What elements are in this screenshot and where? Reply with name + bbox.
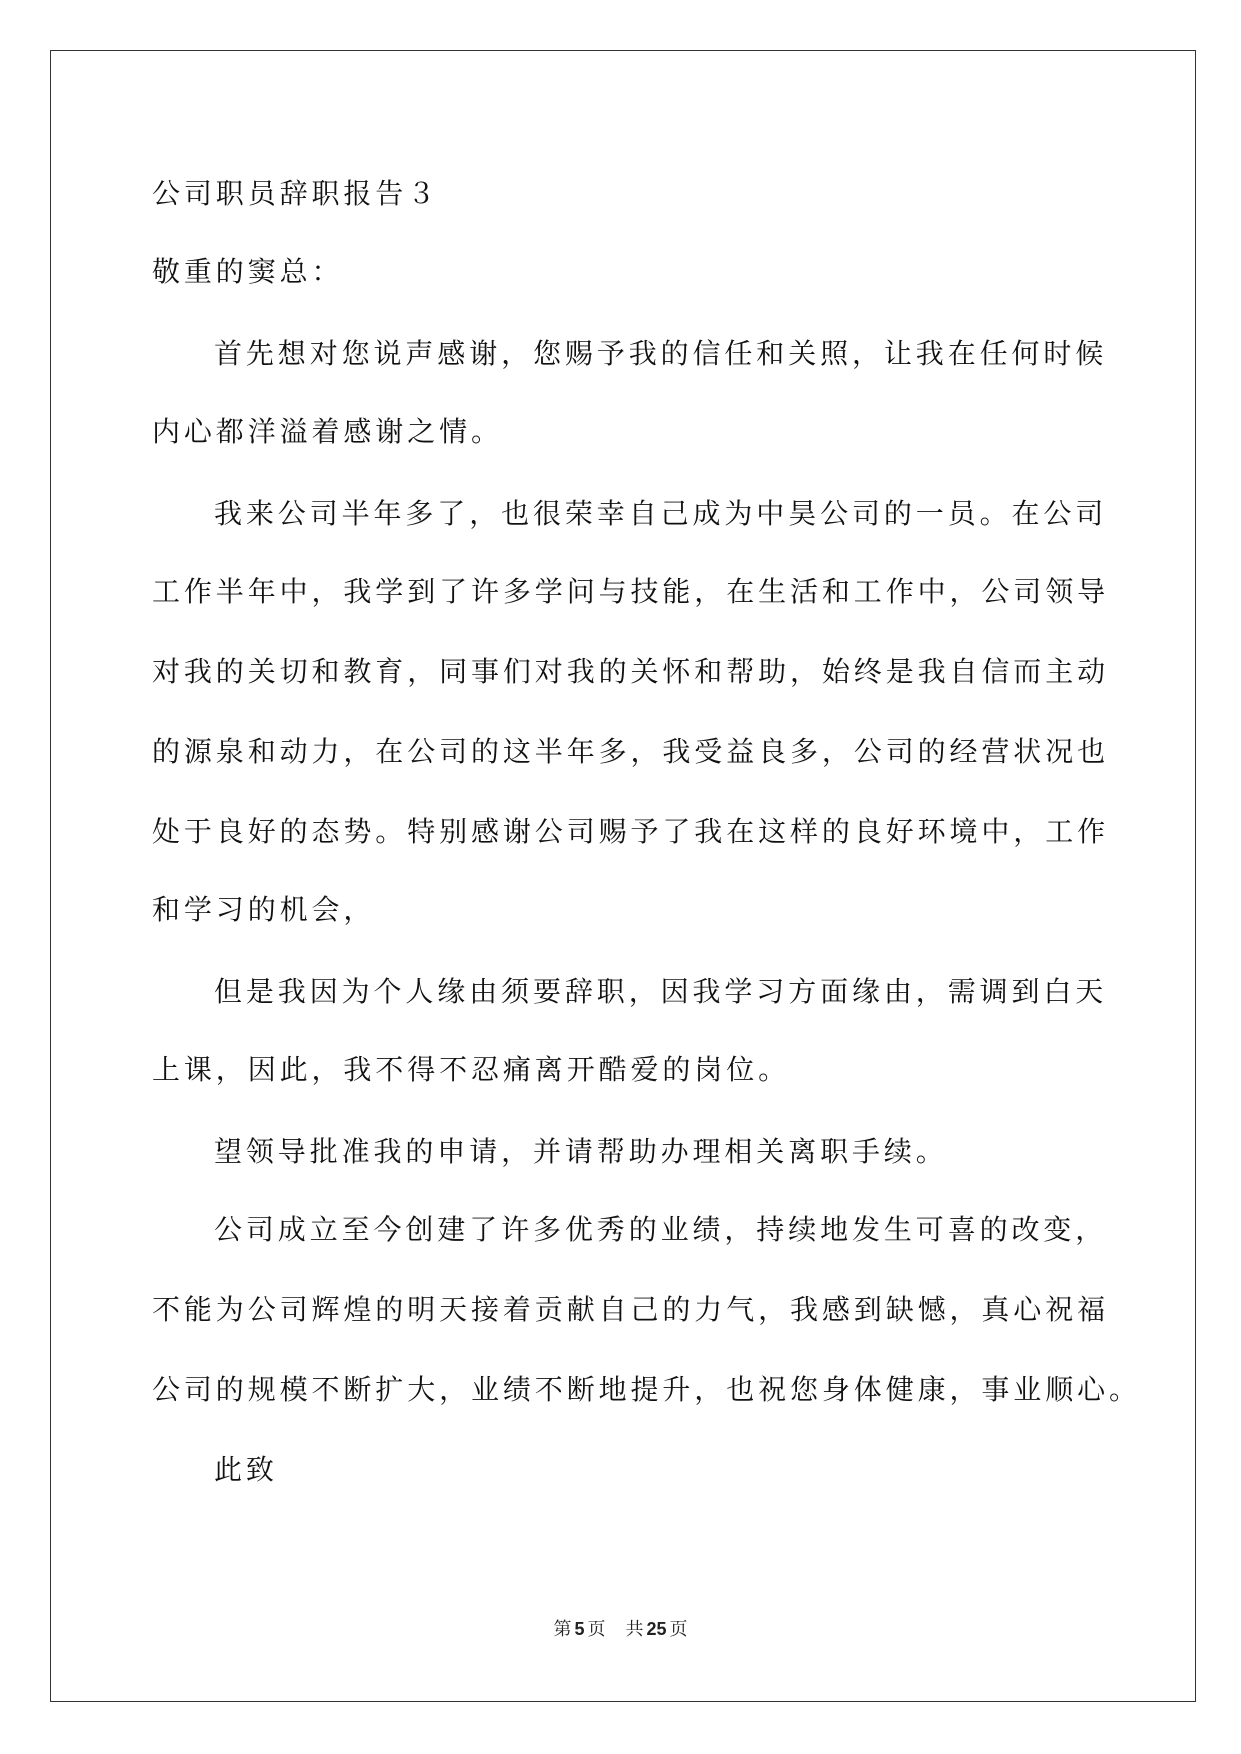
- paragraph-line: 公司的规模不断扩大，业绩不断地提升，也祝您身体健康，事业顺心。: [152, 1373, 1141, 1406]
- page-prefix: 第: [553, 1619, 572, 1640]
- page-number: 5: [574, 1619, 585, 1639]
- page-suffix: 页: [587, 1619, 606, 1640]
- paragraph-line: 我来公司半年多了，也很荣幸自己成为中昊公司的一员。在公司: [214, 497, 1108, 530]
- closing-line: 此致: [214, 1453, 278, 1486]
- salutation: 敬重的窦总：: [152, 255, 344, 288]
- page-footer: [0, 1617, 1241, 1642]
- total-prefix: 共: [625, 1619, 644, 1640]
- paragraph-line: 公司成立至今创建了许多优秀的业绩，持续地发生可喜的改变，: [214, 1213, 1108, 1246]
- total-suffix: 页: [669, 1619, 688, 1640]
- paragraph-line: 但是我因为个人缘由须要辞职，因我学习方面缘由，需调到白天: [214, 975, 1108, 1008]
- paragraph-line: 处于良好的态势。特别感谢公司赐予了我在这样的良好环境中，工作: [152, 815, 1110, 848]
- paragraph-line: 的源泉和动力，在公司的这半年多，我受益良多，公司的经营状况也: [152, 735, 1110, 768]
- paragraph-line: 对我的关切和教育，同事们对我的关怀和帮助，始终是我自信而主动: [152, 655, 1110, 688]
- paragraph-line: 内心都洋溢着感谢之情。: [152, 415, 503, 448]
- document-title: 公司职员辞职报告３: [152, 177, 440, 210]
- paragraph-line: 工作半年中，我学到了许多学问与技能，在生活和工作中，公司领导: [152, 575, 1110, 608]
- paragraph-line: 上课，因此，我不得不忍痛离开酷爱的岗位。: [152, 1053, 791, 1086]
- paragraph-line: 望领导批准我的申请，并请帮助办理相关离职手续。: [214, 1135, 948, 1168]
- paragraph-line: 不能为公司辉煌的明天接着贡献自己的力气，我感到缺憾，真心祝福: [152, 1293, 1110, 1326]
- paragraph-line: 首先想对您说声感谢，您赐予我的信任和关照，让我在任何时候: [214, 337, 1108, 370]
- paragraph-line: 和学习的机会，: [152, 893, 376, 926]
- total-pages: 25: [646, 1619, 667, 1639]
